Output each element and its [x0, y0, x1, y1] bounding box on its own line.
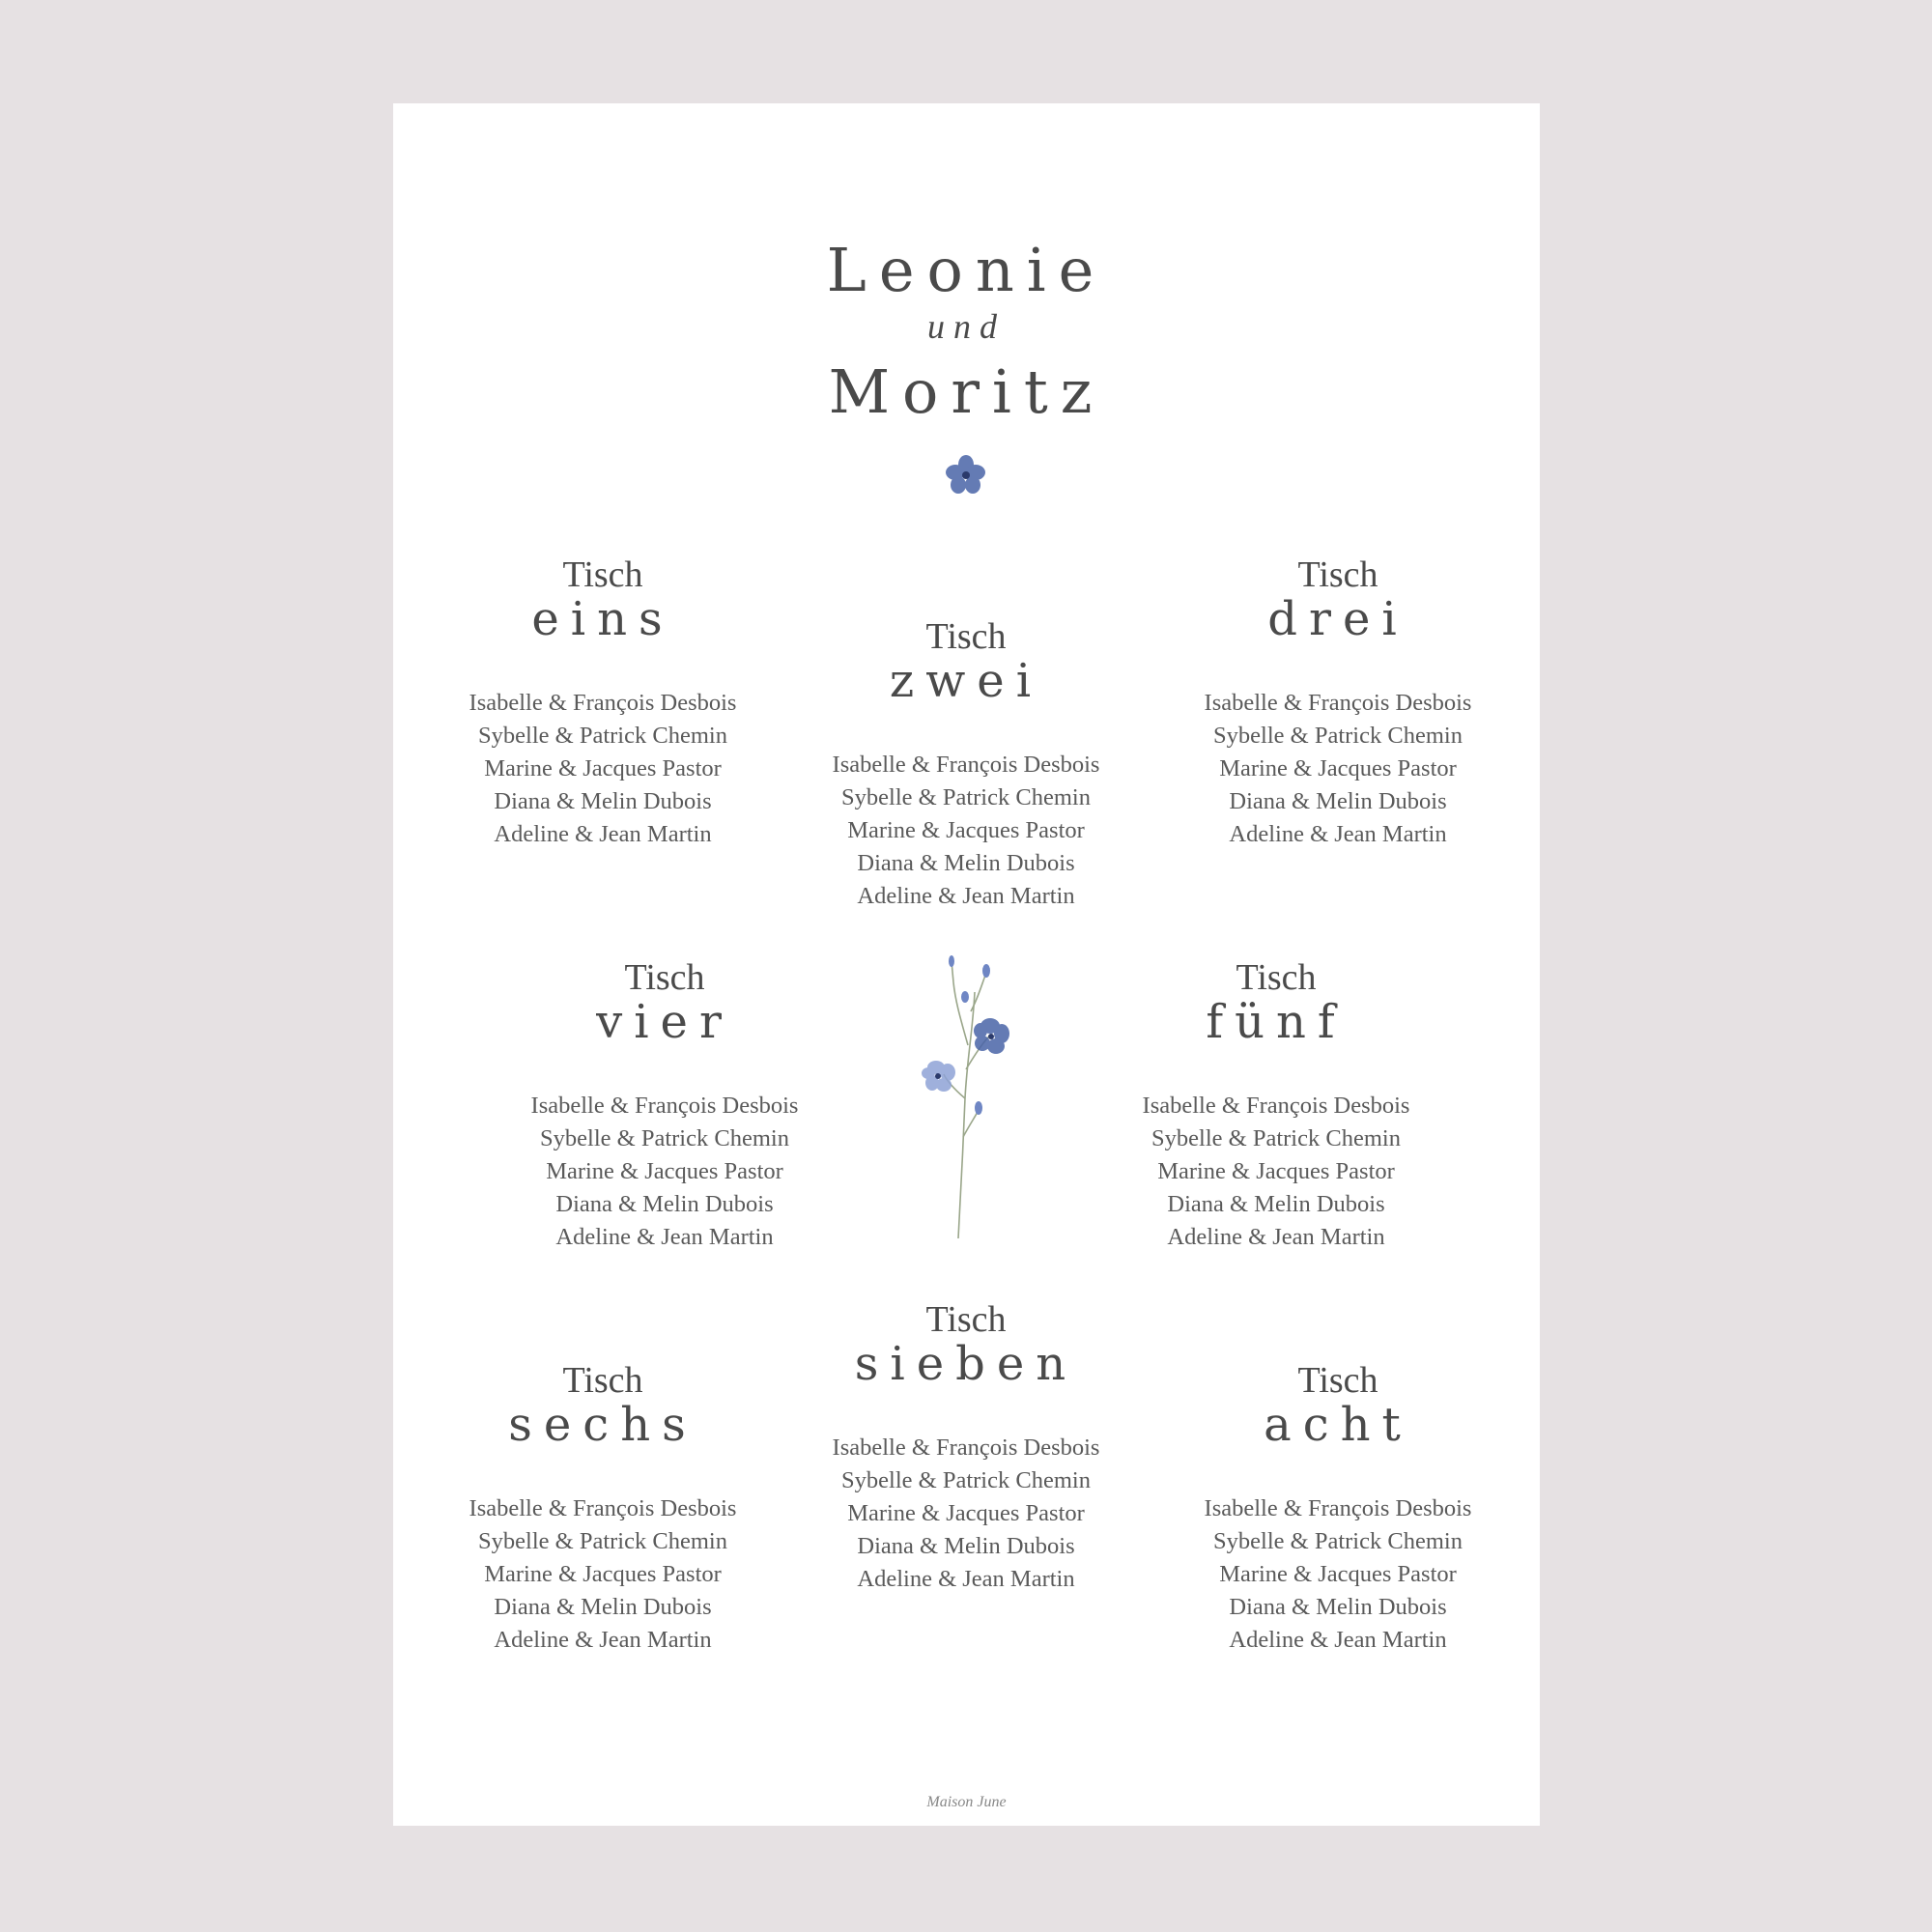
- table-label: Tisch: [925, 616, 1007, 657]
- guest: Marine & Jacques Pastor: [546, 1158, 783, 1184]
- table-label: Tisch: [562, 1360, 643, 1401]
- flax-stem-illustration: [915, 953, 1021, 1243]
- table-number: vier: [596, 995, 733, 1049]
- guest: Marine & Jacques Pastor: [484, 755, 722, 781]
- guest: Marine & Jacques Pastor: [1219, 755, 1457, 781]
- guest: Diana & Melin Dubois: [555, 1191, 774, 1217]
- guest: Sybelle & Patrick Chemin: [1213, 1528, 1463, 1554]
- guest: Marine & Jacques Pastor: [1219, 1561, 1457, 1587]
- table-number: sechs: [508, 1398, 697, 1452]
- table-number: zwei: [889, 654, 1043, 708]
- guest-list: [782, 749, 1150, 913]
- table-number: sieben: [854, 1337, 1078, 1391]
- guest: Diana & Melin Dubois: [857, 850, 1075, 876]
- guest: Adeline & Jean Martin: [1229, 1627, 1447, 1653]
- guest: Adeline & Jean Martin: [1167, 1224, 1385, 1250]
- guest-list: [419, 1492, 786, 1657]
- guest: Sybelle & Patrick Chemin: [841, 1467, 1091, 1493]
- guest: Marine & Jacques Pastor: [847, 1500, 1085, 1526]
- guest: Isabelle & François Desbois: [469, 1495, 737, 1521]
- table-label: Tisch: [925, 1299, 1007, 1340]
- guest-list: [1154, 687, 1521, 851]
- guest-list: [481, 1090, 848, 1254]
- guest: Isabelle & François Desbois: [1204, 1495, 1472, 1521]
- guest: Diana & Melin Dubois: [494, 1594, 712, 1620]
- table-3: [1154, 555, 1521, 851]
- guest: Adeline & Jean Martin: [494, 1627, 712, 1653]
- table-5: [1093, 958, 1460, 1254]
- couple-name-1: Leonie: [826, 235, 1107, 305]
- table-label: Tisch: [1297, 1360, 1378, 1401]
- guest: Marine & Jacques Pastor: [847, 817, 1085, 843]
- table-label: Tisch: [1297, 554, 1378, 595]
- table-label: Tisch: [1236, 957, 1317, 998]
- table-number: fünf: [1206, 995, 1347, 1049]
- guest-list: [419, 687, 786, 851]
- guest: Marine & Jacques Pastor: [1157, 1158, 1395, 1184]
- guest: Diana & Melin Dubois: [494, 788, 712, 814]
- guest: Adeline & Jean Martin: [857, 1566, 1075, 1592]
- guest-list: [1093, 1090, 1460, 1254]
- guest: Isabelle & François Desbois: [469, 690, 737, 716]
- table-number: acht: [1264, 1398, 1412, 1452]
- guest: Adeline & Jean Martin: [857, 883, 1075, 909]
- table-4: [481, 958, 848, 1254]
- guest: Isabelle & François Desbois: [1204, 690, 1472, 716]
- guest: Diana & Melin Dubois: [1229, 788, 1447, 814]
- guest: Sybelle & Patrick Chemin: [1151, 1125, 1401, 1151]
- guest: Sybelle & Patrick Chemin: [478, 723, 727, 749]
- guest: Adeline & Jean Martin: [1229, 821, 1447, 847]
- guest: Sybelle & Patrick Chemin: [540, 1125, 789, 1151]
- table-1: [419, 555, 786, 851]
- seating-chart-poster: [393, 103, 1540, 1826]
- guest: Adeline & Jean Martin: [555, 1224, 774, 1250]
- guest: Isabelle & François Desbois: [832, 1435, 1100, 1461]
- flower-icon: [944, 453, 988, 497]
- guest: Sybelle & Patrick Chemin: [1213, 723, 1463, 749]
- guest: Adeline & Jean Martin: [494, 821, 712, 847]
- table-label: Tisch: [562, 554, 643, 595]
- table-2: [782, 617, 1150, 913]
- table-label: Tisch: [624, 957, 705, 998]
- table-number: drei: [1267, 592, 1408, 646]
- guest: Sybelle & Patrick Chemin: [841, 784, 1091, 810]
- table-7: [782, 1300, 1150, 1596]
- couple-name-2: Moritz: [828, 356, 1105, 427]
- table-6: [419, 1361, 786, 1657]
- guest: Isabelle & François Desbois: [1142, 1093, 1410, 1119]
- guest: Isabelle & François Desbois: [530, 1093, 799, 1119]
- guest: Sybelle & Patrick Chemin: [478, 1528, 727, 1554]
- guest: Diana & Melin Dubois: [1229, 1594, 1447, 1620]
- guest-list: [782, 1432, 1150, 1596]
- guest: Diana & Melin Dubois: [857, 1533, 1075, 1559]
- brand-footer: Maison June: [926, 1794, 1007, 1810]
- table-number: eins: [531, 592, 674, 646]
- table-8: [1154, 1361, 1521, 1657]
- couple-conjunction: und: [927, 307, 1006, 346]
- guest: Isabelle & François Desbois: [832, 752, 1100, 778]
- guest: Marine & Jacques Pastor: [484, 1561, 722, 1587]
- guest-list: [1154, 1492, 1521, 1657]
- guest: Diana & Melin Dubois: [1167, 1191, 1385, 1217]
